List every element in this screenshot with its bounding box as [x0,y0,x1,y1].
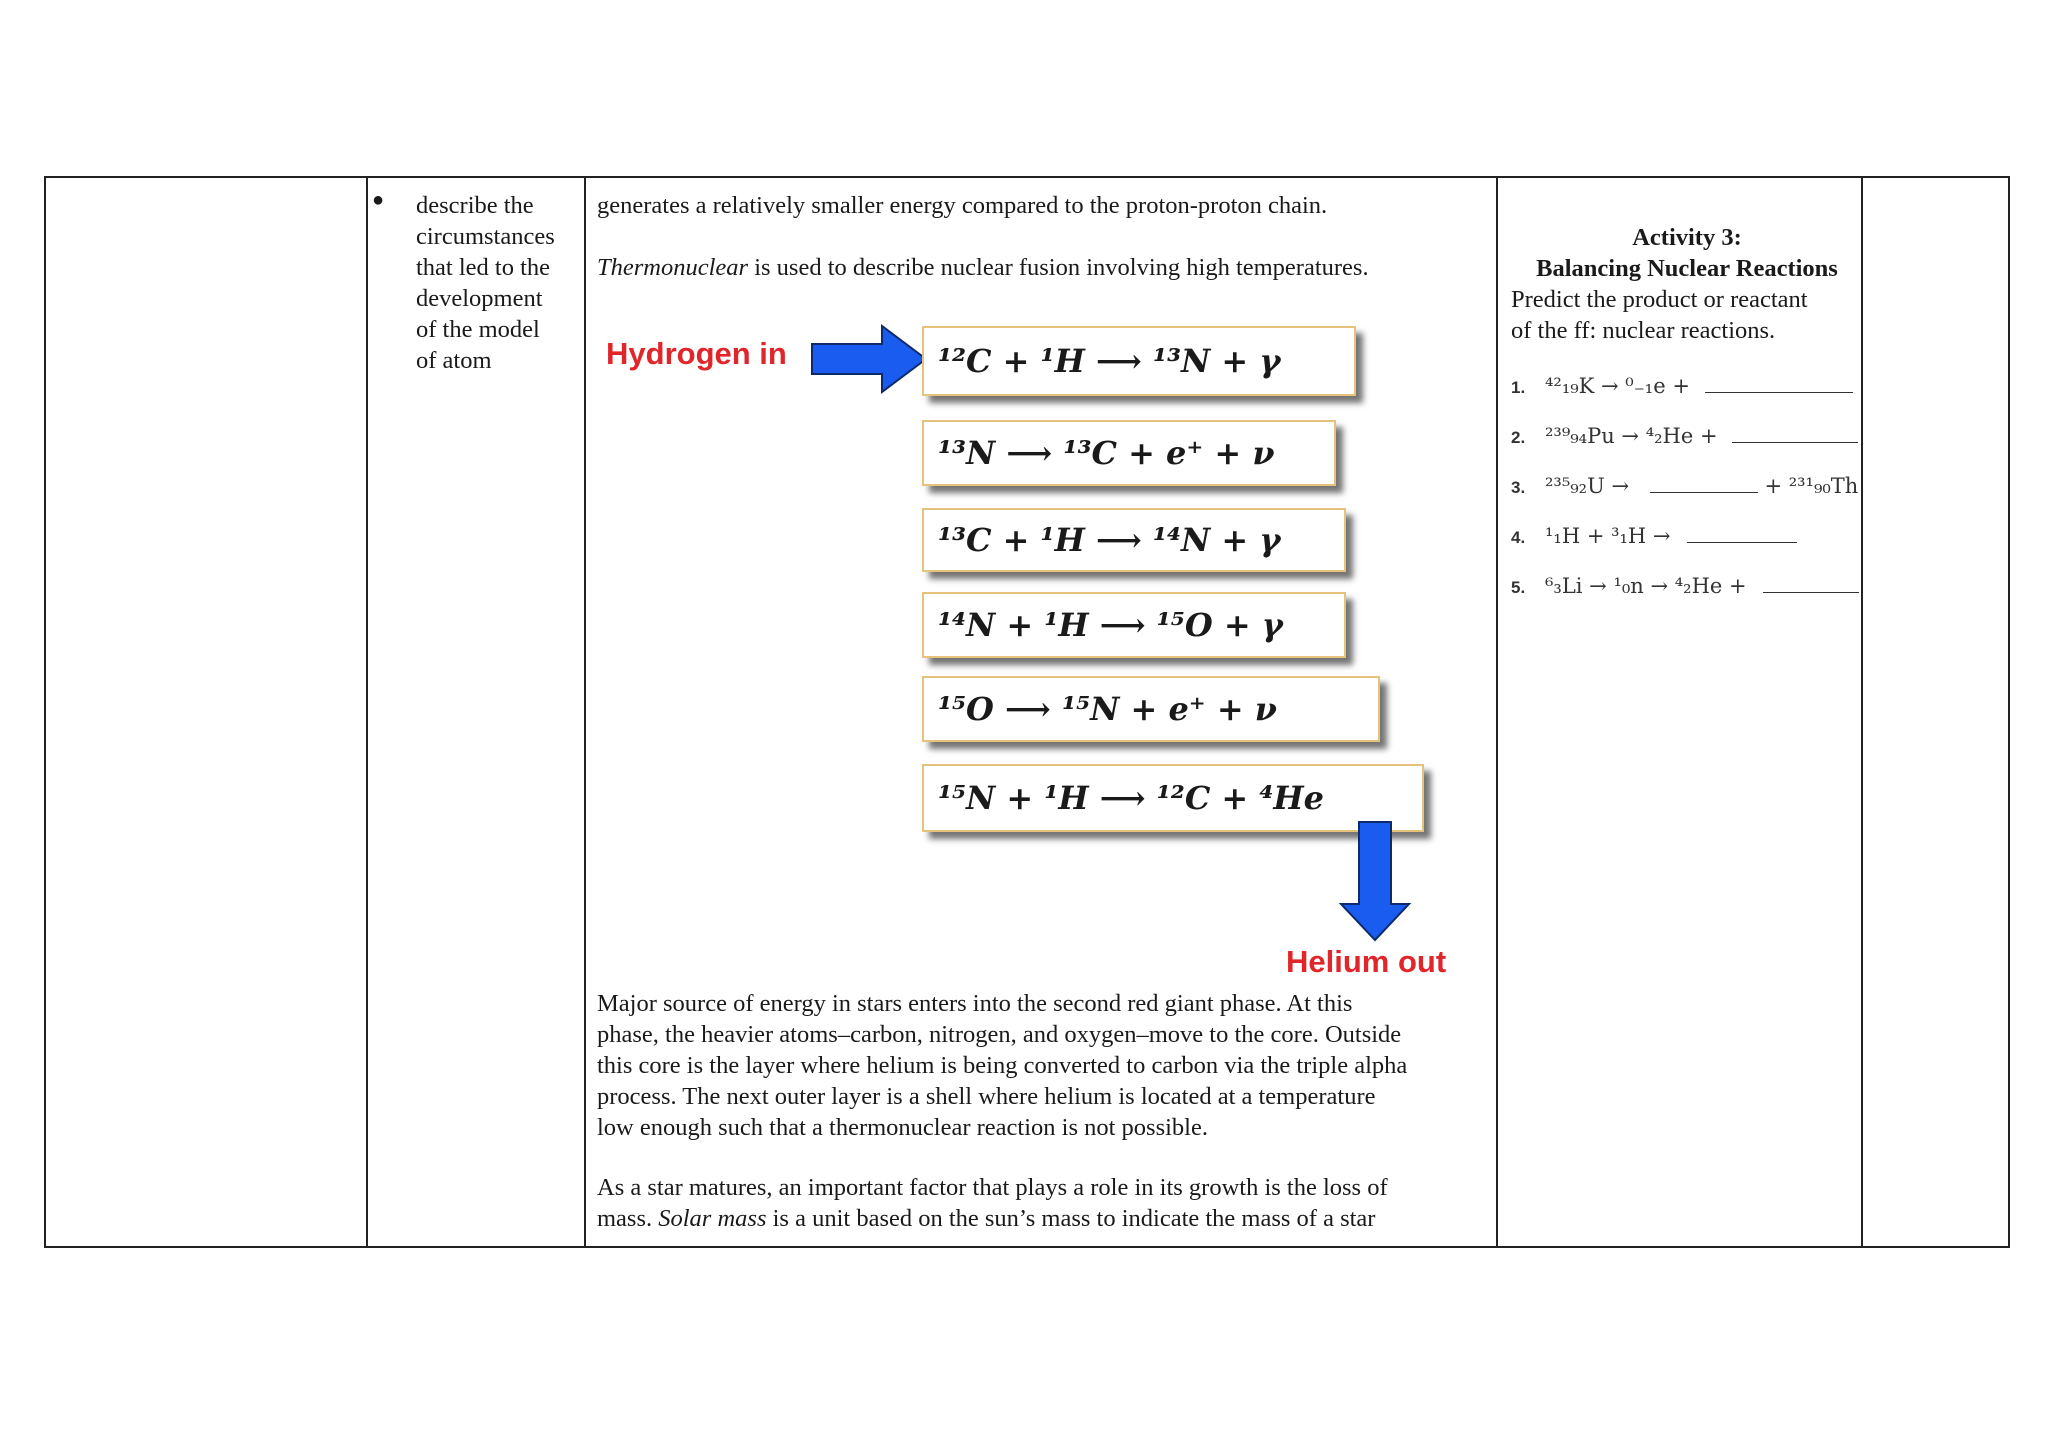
objective-text: describe the circumstances that led to the development of the model of atom [416,192,555,374]
reaction-1: ¹²C + ¹H ⟶ ¹³N + γ [922,326,1356,396]
answer-blank[interactable] [1705,376,1853,393]
reaction-3: ¹³C + ¹H ⟶ ¹⁴N + γ [922,508,1346,572]
reaction-2: ¹³N ⟶ ¹³C + e⁺ + ν [922,420,1336,486]
reaction-6: ¹⁵N + ¹H ⟶ ¹²C + ⁴He [922,764,1424,832]
helium-out-label: Helium out [1286,944,1447,979]
activity-subtitle: Balancing Nuclear Reactions [1536,255,1838,282]
question-2: 2. ²³⁹₉₄Pu → ⁴₂He + [1511,424,1858,448]
activity-block: Activity 3: Balancing Nuclear Reactions Predict the product or reactant of the ff: nuclear reactions. [1511,222,1863,346]
column-divider [366,178,368,1246]
lesson-table [44,176,2010,1248]
answer-blank[interactable] [1687,526,1797,543]
right-arrow-icon [810,324,930,394]
down-arrow-icon [1337,820,1413,944]
activity-title: Activity 3: [1632,224,1742,251]
answer-blank[interactable] [1763,576,1859,593]
question-4: 4. ¹₁H + ³₁H → [1511,524,1797,548]
question-3: 3. ²³⁵₉₂U → + ²³¹₉₀Th [1511,474,1859,498]
paragraph-red-giant: Major source of energy in stars enters into the second red giant phase. At this phase, the heavier atoms–carbon, nitrogen, and oxygen–move to the core. Outside this core is the layer where helium is being converted to carbon via the triple alpha process. The next outer layer is a shell where helium is located at a temperature low enough such that a thermonuclear reaction is not possible. [597,990,1408,1141]
reaction-5: ¹⁵O ⟶ ¹⁵N + e⁺ + ν [922,676,1380,742]
column-divider [1496,178,1498,1246]
paragraph-energy: generates a relatively smaller energy compared to the proton-proton chain. [597,192,1328,219]
paragraph-star-matures: As a star matures, an important factor that plays a role in its growth is the loss of mass. Solar mass is a unit based on the sun’s mass to indicate the mass of a star [597,1174,1388,1232]
question-5: 5. ⁶₃Li → ¹₀n → ⁴₂He + [1511,574,1859,598]
answer-blank[interactable] [1732,426,1858,443]
paragraph-thermonuclear: Thermonuclear is used to describe nuclear fusion involving high temperatures. [597,254,1369,281]
hydrogen-in-label: Hydrogen in [606,336,787,371]
bullet-icon: ● [372,189,385,211]
reaction-4: ¹⁴N + ¹H ⟶ ¹⁵O + γ [922,592,1346,658]
question-1: 1. ⁴²₁₉K → ⁰₋₁e + [1511,374,1853,398]
answer-blank[interactable] [1650,476,1758,493]
